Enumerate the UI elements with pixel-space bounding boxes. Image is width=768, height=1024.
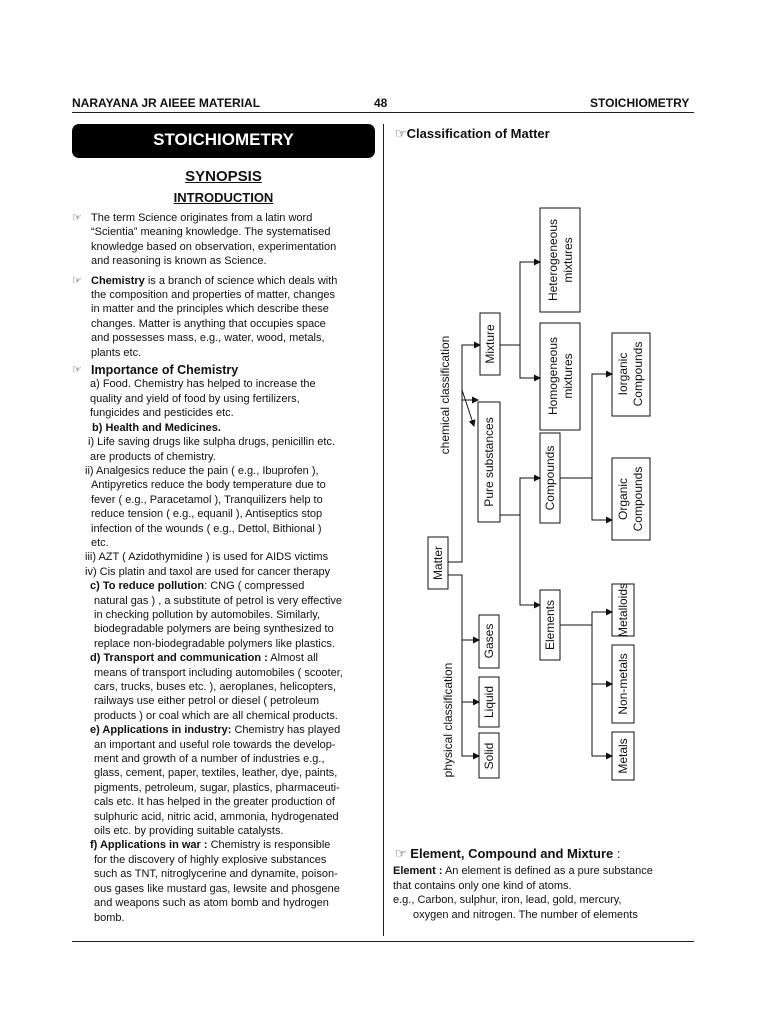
industry-item: e) Applications in industry: Chemistry has played an important and useful role towards the develop- ment and growth of a number of industries e.g., glass, cement, paper, textiles, leather, dye, paints, pigments, petroleum, sugar, plastics, pharmaceuti- cals etc. It has helped in the greater production of sulphuric acid, nitric acid, ammonia, hydrogenated oils etc. by providing suitable catalysts.: [90, 724, 341, 838]
chemistry-paragraph: ☞ Chemistry is a branch of science which deals with the composition and properties of matter, changes in matter and the principles which describe these changes. Matter is anything that occupies space and possesses mass, e.g., water, wood, metals, plants etc.: [72, 274, 338, 359]
introduction-heading: INTRODUCTION: [173, 190, 274, 205]
pointing-hand-icon: ☞: [395, 846, 407, 861]
page-number: 48: [374, 96, 388, 110]
gases-label: Gases: [482, 623, 496, 659]
transport-item: d) Transport and communication : Almost all means of transport including automobiles ( scooter, cars, trucks, buses etc. ), aeroplanes, helicopters, railways use either petrol or diesel ( petroleum products ) or coal which are all chemical products.: [90, 652, 343, 722]
chemical-classification-label: chemical classification: [438, 335, 452, 455]
classification-heading: ☞Classification of Matter: [395, 126, 550, 141]
organic-label-1: Organic: [616, 477, 630, 521]
inorganic-label-2: Compounds: [631, 341, 645, 407]
solid-label: Solid: [482, 742, 496, 770]
heterogeneous-label-2: mixtures: [561, 237, 575, 283]
liquid-label: Liquid: [482, 685, 496, 719]
physical-classification-label: physical classification: [441, 662, 455, 778]
running-header-left: NARAYANA JR AIEEE MATERIAL: [72, 96, 261, 110]
importance-heading: ☞ Importance of Chemistry: [72, 363, 239, 378]
homogeneous-label-1: Homogeneous: [546, 336, 560, 416]
health-heading: b) Health and Medicines.: [92, 421, 221, 434]
nonmetals-label: Non-metals: [616, 653, 630, 715]
war-item: f) Applications in war : Chemistry is responsible for the discovery of highly explosive substances such as TNT, nitroglycerine and dynamite, poison- ous gases like mustard gas, lewsite and phosgene and weapons such as atom bomb and hydrogen bomb.: [90, 839, 340, 924]
ecm-heading: ☞ Element, Compound and Mixture :: [395, 846, 621, 861]
pollution-item: c) To reduce pollution: CNG ( compressed natural gas ) , a substitute of petrol is very effective in checking pollution by automobiles. Similarly, biodegradable polymers are being synthesized to replace non-biodegradable polymers like plastics.: [90, 580, 343, 650]
pointing-hand-icon: ☞: [72, 274, 82, 287]
element-definition: Element : An element is defined as a pure substance that contains only one kind of atoms. e.g., Carbon, sulphur, iron, lead, gold, mercury, oxygen and nitrogen. The number of elements: [393, 865, 653, 921]
heterogeneous-label-1: Heterogeneous: [546, 218, 560, 302]
pointing-hand-icon: ☞: [72, 212, 82, 224]
metalloids-label: Metalloids: [616, 582, 630, 638]
elements-label: Elements: [543, 599, 557, 651]
pointing-hand-icon: ☞: [72, 364, 82, 377]
health-items: i) Life saving drugs like sulpha drugs, penicillin etc. are products of chemistry. ii) Analgesics reduce the pain ( e.g., Ibuprofen ), Antipyretics reduce the body temperature due to fever ( e.g., Paracetamol ), Tranquilizers help to reduce tension ( e.g., equanil ), Antiseptics stop infection of the wounds ( e.g., Dettol, Bithional ) etc. iii) AZT ( Azidothymidine ) is used for AIDS victims iv) Cis platin and taxol are used for cancer therapy: [85, 436, 336, 578]
mixture-label: Mixture: [483, 324, 497, 364]
metals-label: Metals: [616, 738, 630, 774]
inorganic-label-1: Iorganic: [616, 352, 630, 396]
homogeneous-label-2: mixtures: [561, 353, 575, 399]
organic-label-2: Compounds: [631, 466, 645, 532]
chapter-title: STOICHIOMETRY: [72, 124, 375, 158]
synopsis-heading: SYNOPSIS: [185, 168, 262, 185]
pure-substances-label: Pure substances: [482, 417, 496, 507]
matter-label: Matter: [431, 545, 445, 581]
science-paragraph: ☞ The term Science originates from a latin word “Scientia” meaning knowledge. The systematised knowledge based on observation, experimentation and reasoning is known as Science.: [72, 212, 337, 268]
running-header-right: STOICHIOMETRY: [590, 96, 690, 110]
pointing-hand-icon: ☞: [395, 126, 407, 141]
food-item: a) Food. Chemistry has helped to increase the quality and yield of food by using fertilizers, fungicides and pesticides etc.: [90, 378, 316, 420]
compounds-label: Compounds: [543, 445, 557, 511]
